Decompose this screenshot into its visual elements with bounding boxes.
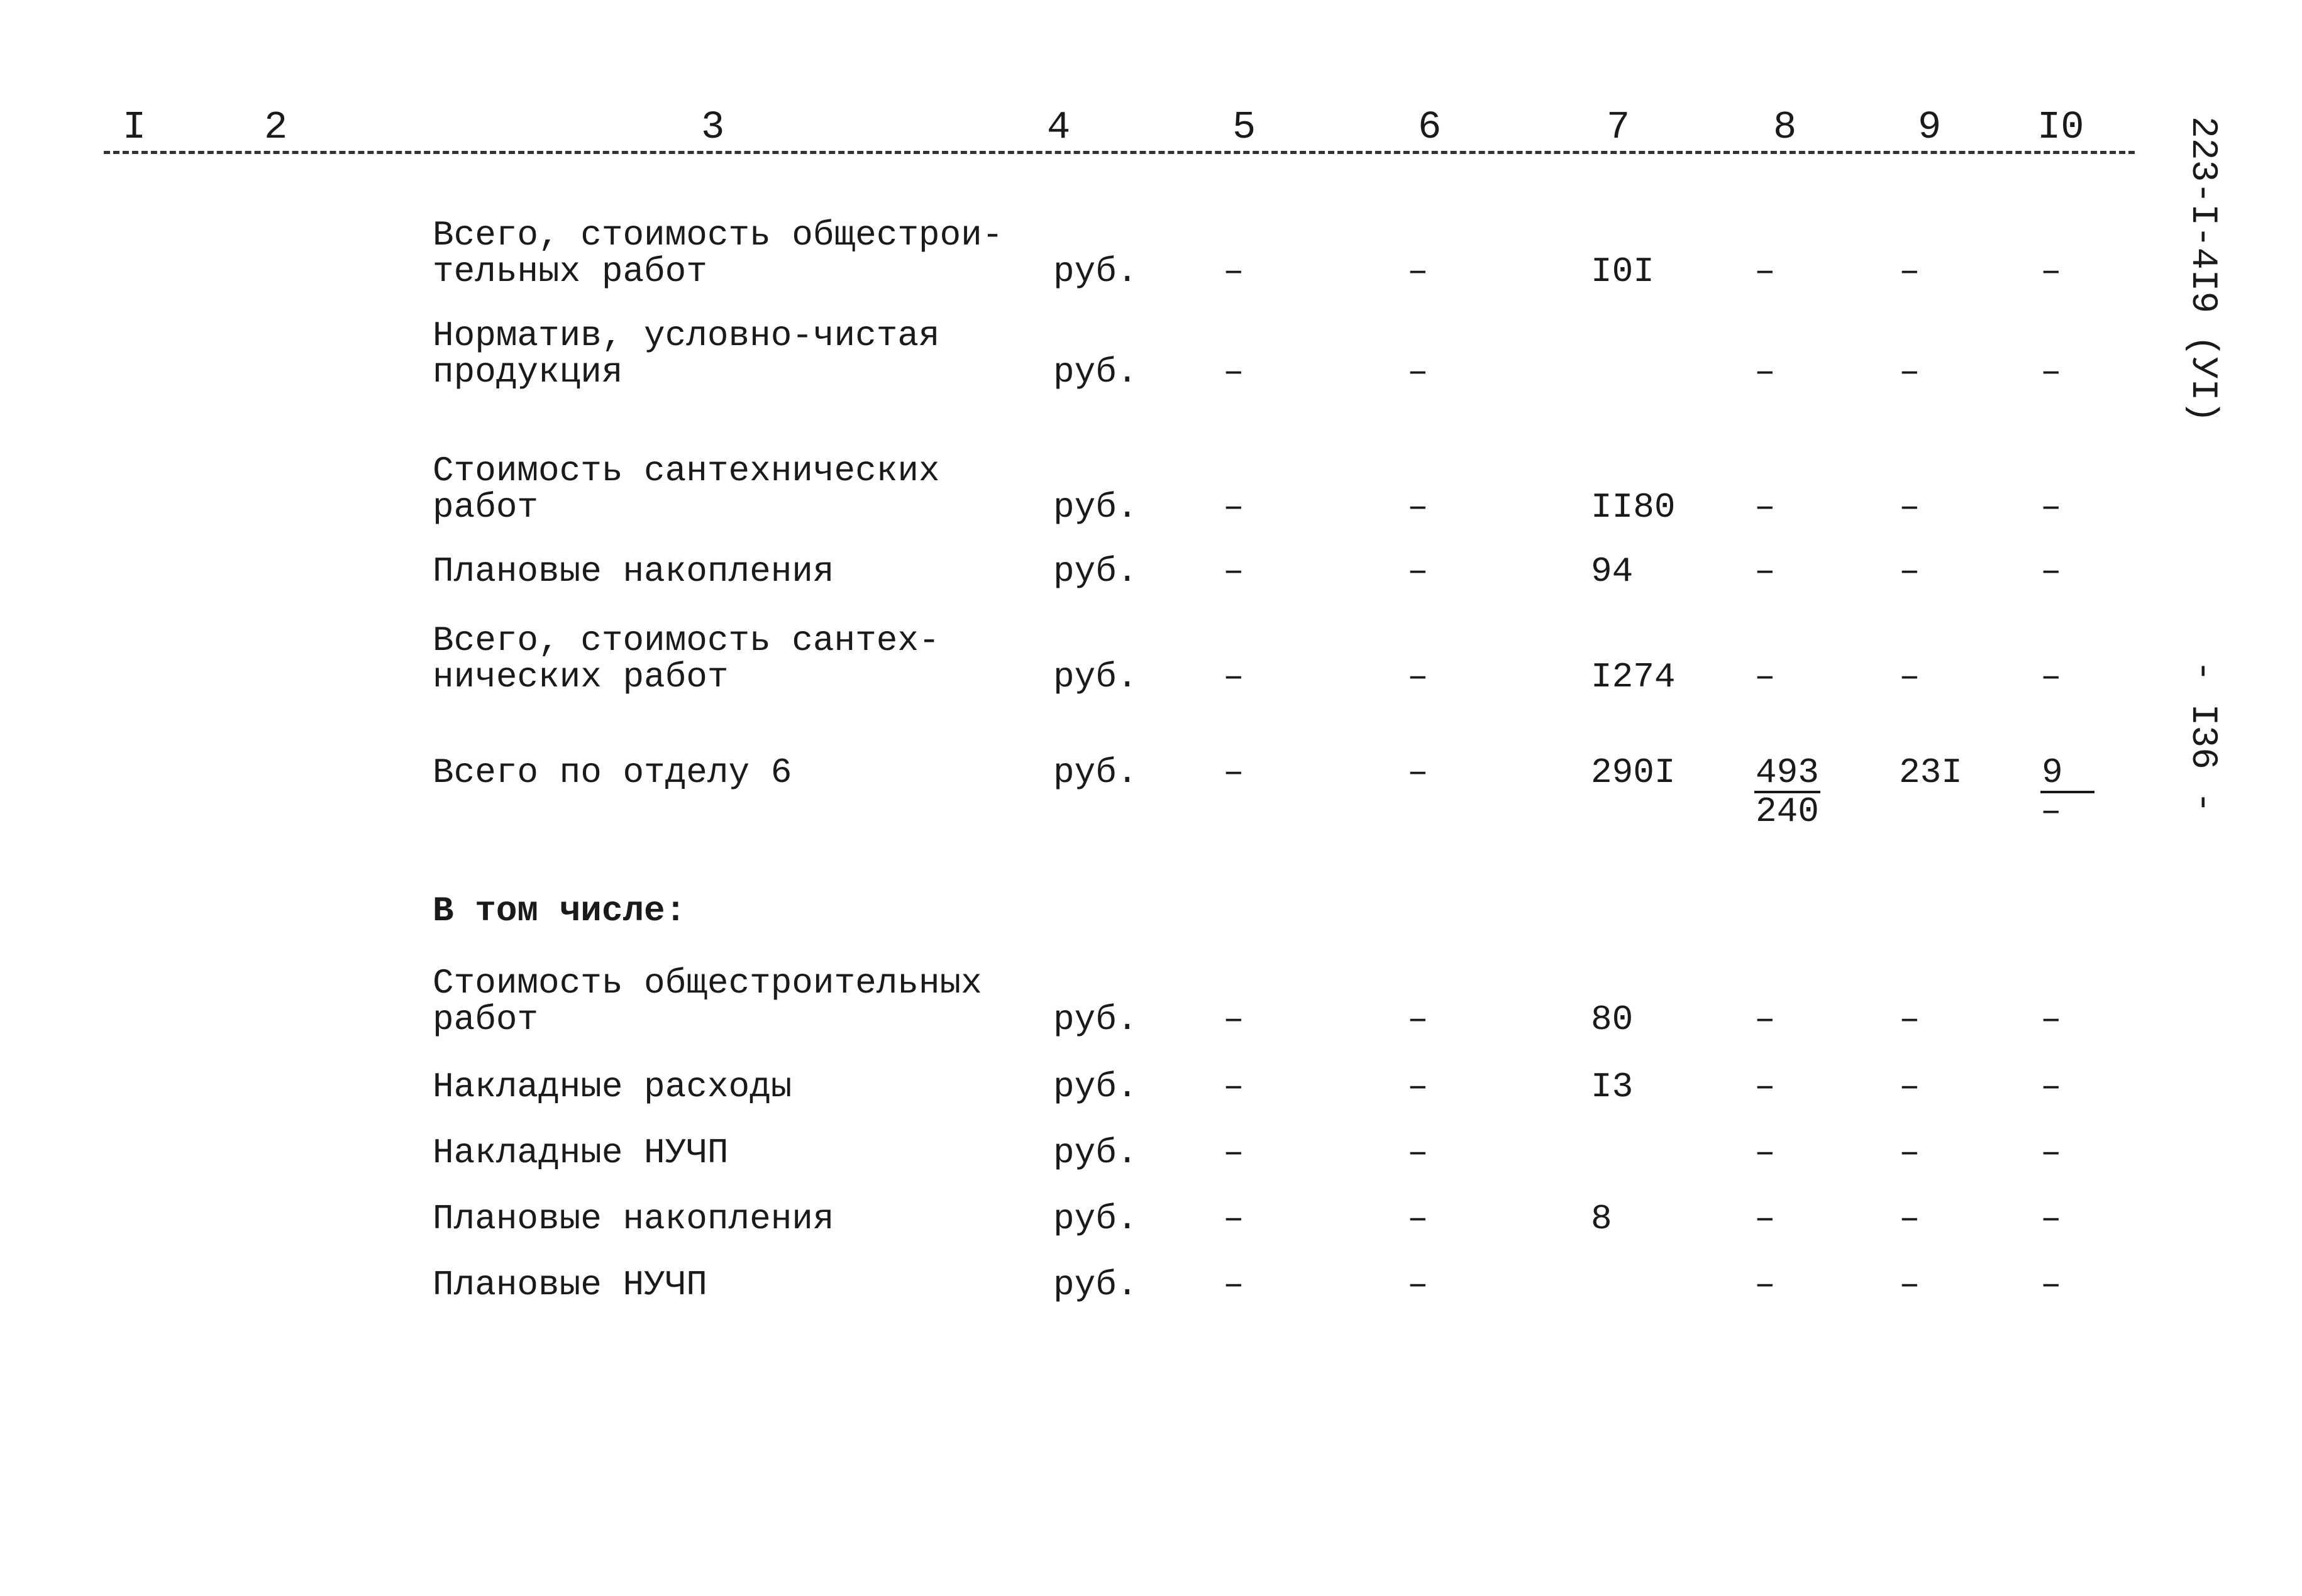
column-header-8: 8 xyxy=(1773,105,1797,150)
cell-col10: – xyxy=(2040,657,2062,697)
cell-col7: 290I xyxy=(1591,752,1676,793)
fraction-numerator: 493 xyxy=(1756,752,1819,793)
cell-col10: – xyxy=(2040,1265,2062,1305)
document-code: 223-I-4I9 (УI) xyxy=(2182,116,2223,423)
row-unit: руб. xyxy=(1053,999,1138,1040)
cell-col8-fraction xyxy=(1754,754,1820,830)
row-unit: руб. xyxy=(1053,251,1138,292)
cell-col10: – xyxy=(2040,1133,2062,1173)
column-header-5: 5 xyxy=(1232,105,1256,150)
cell-col5: – xyxy=(1223,487,1244,527)
row-description: Стоимость общестроительных работ xyxy=(433,963,982,1040)
row-unit: руб. xyxy=(1053,551,1138,592)
row-unit: руб. xyxy=(1053,1067,1138,1107)
cell-col9: – xyxy=(1899,1133,1920,1173)
cell-col5: – xyxy=(1223,1199,1244,1239)
row-unit: руб. xyxy=(1053,657,1138,697)
column-header-3: 3 xyxy=(701,105,725,150)
row-description: Накладные расходы xyxy=(433,1067,792,1107)
row-unit: руб. xyxy=(1053,752,1138,793)
column-header-9: 9 xyxy=(1918,105,1942,150)
cell-col5: – xyxy=(1223,551,1244,592)
section-heading: В том числе: xyxy=(433,891,687,931)
row-description: Накладные НУЧП xyxy=(433,1133,729,1173)
cell-col6: – xyxy=(1407,487,1429,527)
cell-col9: – xyxy=(1899,487,1920,527)
row-unit: руб. xyxy=(1053,352,1138,392)
cell-col8: – xyxy=(1754,352,1776,392)
cell-col6: – xyxy=(1407,752,1429,793)
cell-col6: – xyxy=(1407,657,1429,697)
cell-col10: – xyxy=(2040,1199,2062,1239)
cell-col5: – xyxy=(1223,1133,1244,1173)
cell-col6: – xyxy=(1407,1199,1429,1239)
row-unit: руб. xyxy=(1053,1199,1138,1239)
cell-col7: 94 xyxy=(1591,551,1634,592)
cell-col5: – xyxy=(1223,657,1244,697)
cell-col10: – xyxy=(2040,352,2062,392)
cell-col7: I3 xyxy=(1591,1067,1634,1107)
cell-col6: – xyxy=(1407,1067,1429,1107)
cell-col9: 23I xyxy=(1899,752,1962,793)
header-divider xyxy=(104,151,2135,154)
cell-col8: – xyxy=(1754,999,1776,1040)
cell-col9: – xyxy=(1899,1265,1920,1305)
cell-col7: I274 xyxy=(1591,657,1676,697)
cell-col5: – xyxy=(1223,752,1244,793)
cell-col8: – xyxy=(1754,1067,1776,1107)
cell-col6: – xyxy=(1407,1133,1429,1173)
cell-col6: – xyxy=(1407,1265,1429,1305)
column-header-4: 4 xyxy=(1047,105,1071,150)
cell-col6: – xyxy=(1407,551,1429,592)
cell-col6: – xyxy=(1407,352,1429,392)
cell-col9: – xyxy=(1899,657,1920,697)
cell-col8: – xyxy=(1754,1199,1776,1239)
cell-col8: – xyxy=(1754,657,1776,697)
cell-col9: – xyxy=(1899,551,1920,592)
cell-col5: – xyxy=(1223,1265,1244,1305)
cell-col8: – xyxy=(1754,1265,1776,1305)
cell-col7: 80 xyxy=(1591,999,1634,1040)
row-description: Плановые накопления xyxy=(433,551,834,592)
cell-col8: – xyxy=(1754,251,1776,292)
cell-col8: – xyxy=(1754,487,1776,527)
column-header-10: I0 xyxy=(2037,105,2084,150)
column-header-6: 6 xyxy=(1418,105,1442,150)
cell-col6: – xyxy=(1407,999,1429,1040)
row-description: Плановые НУЧП xyxy=(433,1265,707,1305)
row-unit: руб. xyxy=(1053,487,1138,527)
cell-col9: – xyxy=(1899,999,1920,1040)
cell-col5: – xyxy=(1223,352,1244,392)
cell-col6: – xyxy=(1407,251,1429,292)
column-header-7: 7 xyxy=(1607,105,1630,150)
fraction-denominator: 240 xyxy=(1756,791,1819,832)
cell-col8: – xyxy=(1754,1133,1776,1173)
cell-col5: – xyxy=(1223,999,1244,1040)
row-unit: руб. xyxy=(1053,1133,1138,1173)
page-number: - I36 - xyxy=(2182,660,2223,813)
cell-col10: – xyxy=(2040,999,2062,1040)
cell-col7: I0I xyxy=(1591,251,1654,292)
cell-col9: – xyxy=(1899,352,1920,392)
cell-col9: – xyxy=(1899,251,1920,292)
fraction-denominator: – xyxy=(2040,791,2062,832)
cell-col9: – xyxy=(1899,1067,1920,1107)
cell-col10: – xyxy=(2040,551,2062,592)
cell-col7: 8 xyxy=(1591,1199,1612,1239)
row-description: Всего по отделу 6 xyxy=(433,752,792,793)
row-description: Стоимость сантехнических работ xyxy=(433,451,940,527)
row-description: Всего, стоимость общестрои- тельных работ xyxy=(433,215,1004,292)
cell-col5: – xyxy=(1223,251,1244,292)
row-description: Плановые накопления xyxy=(433,1199,834,1239)
column-header-2: 2 xyxy=(264,105,288,150)
cell-col7: II80 xyxy=(1591,487,1676,527)
cell-col10: – xyxy=(2040,251,2062,292)
cell-col9: – xyxy=(1899,1199,1920,1239)
row-description: Всего, стоимость сантех- нических работ xyxy=(433,620,940,697)
fraction-numerator: 9 xyxy=(2040,754,2094,793)
cell-col10-fraction xyxy=(2040,754,2094,830)
cell-col8: – xyxy=(1754,551,1776,592)
cell-col10: – xyxy=(2040,487,2062,527)
column-header-1: I xyxy=(123,105,147,150)
row-unit: руб. xyxy=(1053,1265,1138,1305)
cell-col10: – xyxy=(2040,1067,2062,1107)
row-description: Норматив, условно-чистая продукция xyxy=(433,316,940,392)
cell-col5: – xyxy=(1223,1067,1244,1107)
